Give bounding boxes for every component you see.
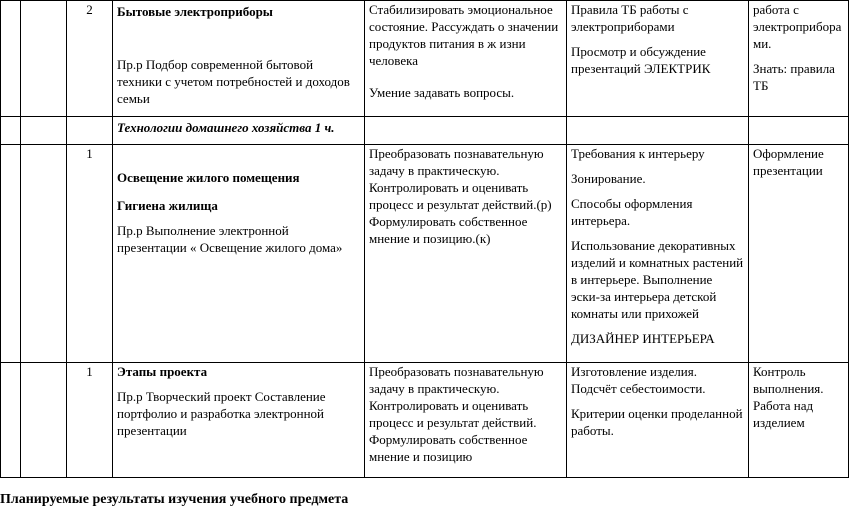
blank-cell	[1, 117, 21, 145]
hours-cell: 1	[67, 145, 113, 363]
content-cell	[567, 363, 749, 478]
table-row	[1, 1, 849, 117]
activity-text: Умение задавать вопросы.	[369, 85, 515, 100]
content-text: Требования к интерьеру	[571, 146, 705, 161]
section-heading-cell	[113, 117, 365, 145]
section-heading: Технологии домашнего хозяйства 1 ч.	[117, 120, 335, 135]
activities-cell	[365, 1, 567, 117]
content-text: Изготовление изделия. Подсчёт себестоимости.	[571, 364, 706, 396]
blank-cell	[1, 145, 21, 363]
content-text: Критерии оценки проделанной работы.	[571, 406, 743, 438]
table-row	[1, 363, 849, 478]
blank-cell	[21, 1, 67, 117]
results-cell	[749, 145, 849, 363]
activity-text: Стабилизировать эмоциональное состояние. Рассуждать о значении продуктов питания в ж изни человека	[369, 2, 559, 68]
activity-text: Преобразовать познавательную задачу в практическую. Контролировать и оценивать процесс и результат действий. Формулировать собственное мнение и позицию	[369, 364, 544, 464]
content-text: Зонирование.	[571, 171, 646, 186]
activities-cell	[365, 363, 567, 478]
content-text: Способы оформления интерьера.	[571, 196, 693, 228]
topic-practice: Пр.р Творческий проект Составление портфолио и разработка электронной презентации	[117, 389, 326, 438]
blank-cell	[1, 363, 21, 478]
activities-cell	[365, 145, 567, 363]
blank-cell	[21, 145, 67, 363]
blank-cell	[21, 363, 67, 478]
results-text: Оформление презентации	[753, 146, 824, 178]
hours-cell: 2	[67, 1, 113, 117]
activity-text: Преобразовать познавательную задачу в практическую. Контролировать и оценивать процесс и результат действий.(р) Формулировать собственное мнение и позицию.(к)	[369, 146, 552, 246]
results-text: работа с электроприборами.	[753, 2, 842, 51]
table-row	[1, 145, 849, 363]
content-text: Использование декоративных изделий и комнатных растений в интерьере. Выполнение эски-за интерьера детской комнаты или прихожей	[571, 238, 744, 321]
blank-cell	[1, 1, 21, 117]
results-text: Знать: правила ТБ	[753, 61, 835, 93]
topic-practice: Пр.р Выполнение электронной презентации « Освещение жилого дома»	[117, 223, 343, 255]
blank-cell	[365, 117, 567, 145]
topic-subtitle: Гигиена жилища	[117, 198, 218, 213]
topic-cell	[113, 145, 365, 363]
blank-cell	[567, 117, 749, 145]
results-cell	[749, 363, 849, 478]
content-cell	[567, 1, 749, 117]
topic-cell	[113, 363, 365, 478]
content-text: Просмотр и обсуждение презентаций ЭЛЕКТРИК	[571, 44, 711, 76]
blank-cell	[749, 117, 849, 145]
content-text: Правила ТБ работы с электроприборами	[571, 2, 689, 34]
topic-title: Освещение жилого помещения	[117, 170, 300, 185]
table-row	[1, 117, 849, 145]
topic-practice: Пр.р Подбор современной бытовой техники с учетом потребностей и доходов семьи	[117, 57, 350, 106]
blank-cell	[21, 117, 67, 145]
blank-cell	[67, 117, 113, 145]
content-cell	[567, 145, 749, 363]
topic-title: Бытовые электроприборы	[117, 4, 273, 19]
results-cell	[749, 1, 849, 117]
results-text: Контроль выполнения. Работа над изделием	[753, 364, 824, 430]
hours-cell: 1	[67, 363, 113, 478]
topic-cell	[113, 1, 365, 117]
content-text: ДИЗАЙНЕР ИНТЕРЬЕРА	[571, 331, 715, 346]
section-title: Планируемые результаты изучения учебного предмета	[0, 492, 349, 507]
topic-title: Этапы проекта	[117, 364, 208, 379]
